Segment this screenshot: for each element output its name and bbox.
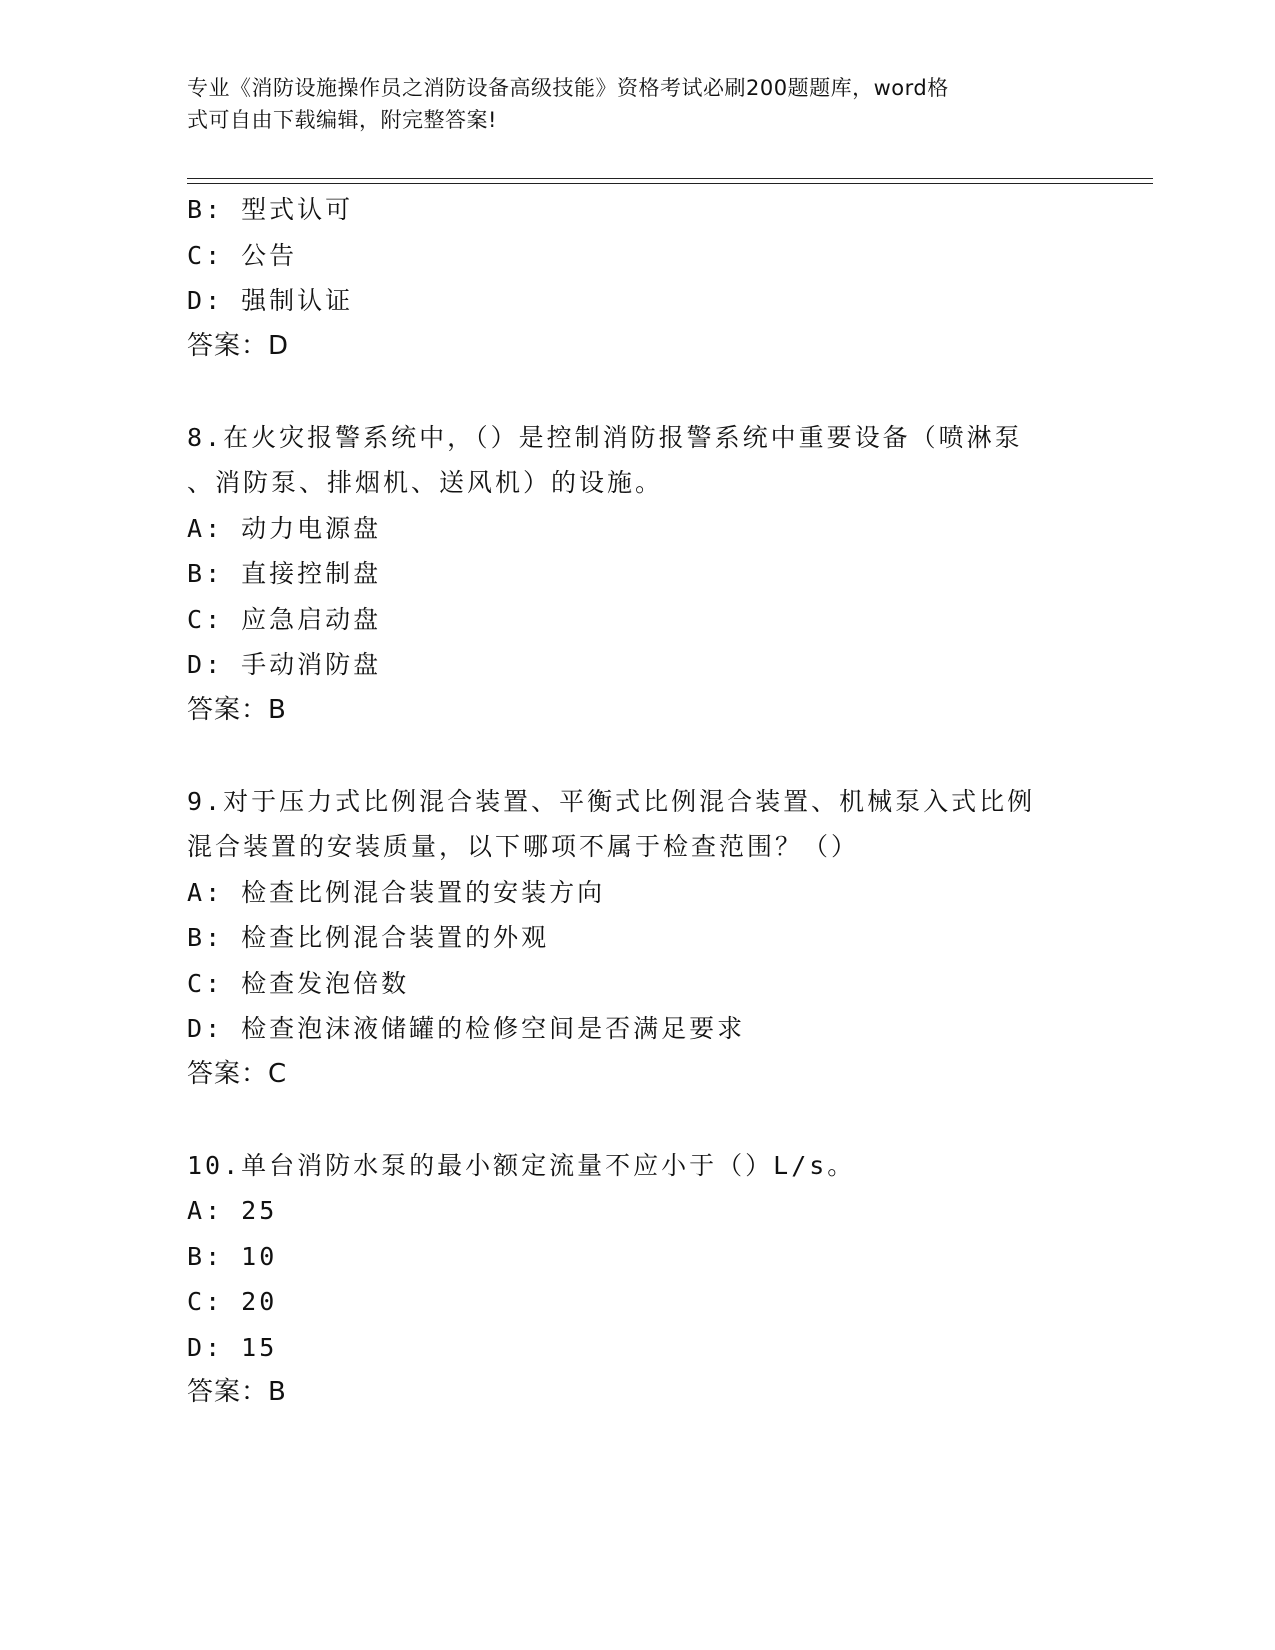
answer-line: 答案：C — [187, 1058, 288, 1089]
question-9 — [187, 779, 1087, 1098]
option-a: A: 检查比例混合装置的安装方向 — [187, 877, 606, 907]
question-stem: 、消防泵、排烟机、送风机）的设施。 — [187, 468, 664, 497]
prev-question-options — [187, 187, 1087, 324]
option-b: B: 检查比例混合装置的外观 — [187, 923, 550, 952]
question-stem: 混合装置的安装质量，以下哪项不属于检查范围？（） — [187, 832, 860, 861]
spacer — [187, 369, 1087, 415]
spacer — [187, 733, 1087, 779]
document-header — [187, 72, 1067, 136]
option-c: C: 应急启动盘 — [187, 604, 382, 634]
option-a: A: 动力电源盘 — [187, 513, 382, 543]
option-d: D: 15 — [187, 1332, 278, 1362]
header-line-1: 专业《消防设施操作员之消防设备高级技能》资格考试必刷200题题库，word格 — [187, 76, 949, 100]
question-8 — [187, 415, 1087, 734]
option-b: B: 直接控制盘 — [187, 559, 382, 588]
header-divider-bottom — [187, 183, 1153, 184]
question-10 — [187, 1143, 1087, 1416]
header-divider-top — [187, 178, 1153, 179]
option-d: D: 检查泡沫液储罐的检修空间是否满足要求 — [187, 1014, 746, 1043]
question-stem: 10.单台消防水泵的最小额定流量不应小于（）L/s。 — [187, 1150, 856, 1180]
question-stem: 9.对于压力式比例混合装置、平衡式比例混合装置、机械泵入式比例 — [187, 786, 1036, 816]
answer-line: 答案：D — [187, 330, 290, 361]
answer-line: 答案：B — [187, 1377, 287, 1407]
option-b: B: 型式认可 — [187, 195, 354, 224]
question-list — [187, 187, 1087, 1416]
option-d: D: 强制认证 — [187, 286, 354, 315]
header-line-2: 式可自由下载编辑，附完整答案! — [187, 108, 497, 132]
option-c: C: 公告 — [187, 240, 298, 270]
option-c: C: 检查发泡倍数 — [187, 968, 410, 998]
answer-line: 答案：B — [187, 694, 287, 725]
spacer — [187, 1097, 1087, 1143]
option-b: B: 10 — [187, 1241, 278, 1271]
question-stem: 8.在火灾报警系统中，（）是控制消防报警系统中重要设备（喷淋泵 — [187, 422, 1023, 452]
option-d: D: 手动消防盘 — [187, 650, 382, 679]
option-c: C: 20 — [187, 1287, 278, 1316]
option-a: A: 25 — [187, 1196, 278, 1225]
